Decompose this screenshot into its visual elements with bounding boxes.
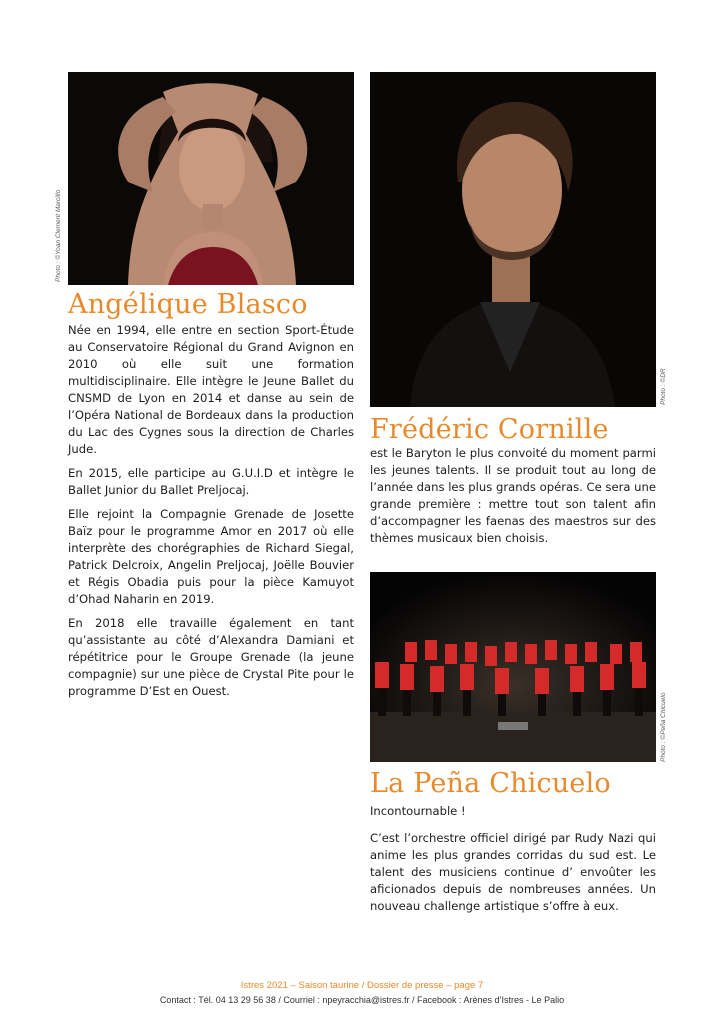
footer-page-info: Istres 2021 – Saison taurine / Dossier de presse – page 7 <box>240 980 484 991</box>
bio-paragraph: Née en 1994, elle entre en section Sport-Étude au Conservatoire Régional du Grand Avignon en 2010 où elle suit une formation multidisciplinaire. Elle intègre le Jeune Ballet du CNSMD de Lyon en 2014 et danse au sein de l’Opéra National de Bordeaux dans la production du Lac des Cygnes sous la direction de Charles Jude. <box>68 323 354 456</box>
photo-credit-pena: Photo : ©Peña Chicuelo <box>660 692 667 762</box>
photo-credit-angelique: Photo : ©Yoan Clement Marcillo <box>55 189 62 282</box>
bio-paragraph: En 2018 elle travaille également en tant qu’assistante au côté d’Alexandra Damiani et répétitrice pour le Groupe Grenade (la jeune compagnie) sur une pièce de Crystal Pite pour le programme D’Est en Ouest. <box>68 616 354 698</box>
profile-name-pena: La Peña Chicuelo <box>370 768 611 799</box>
photo-credit-frederic: Photo : ©DR <box>660 368 667 405</box>
photo-pena-chicuelo <box>370 572 656 762</box>
footer-contact: Contact : Tél. 04 13 29 56 38 / Courriel : npeyracchia@istres.fr / Facebook : Arènes d’Istres - Le Palio <box>159 995 565 1005</box>
photo-angelique-blasco <box>68 72 354 285</box>
portrait-singer-illustration <box>370 72 656 407</box>
orchestra-stage-illustration <box>370 572 656 762</box>
profile-bio-frederic <box>370 445 656 554</box>
photo-frederic-cornille <box>370 72 656 407</box>
bio-paragraph: est le Baryton le plus convoité du moment parmi les jeunes talents. Il se produit tout au long de l’année dans les plus grands opéras. Ce sera une grande première : mettre tout son talent afin d’accompagner les faenas des maestros sur des thèmes musicaux bien choisis. <box>370 446 656 545</box>
bio-paragraph: En 2015, elle participe au G.U.I.D et intègre le Ballet Junior du Ballet Preljocaj. <box>68 466 354 497</box>
profile-bio-pena <box>370 803 656 922</box>
bio-paragraph: C’est l’orchestre officiel dirigé par Rudy Nazi qui anime les plus grandes corridas du sud est. Le talent des musiciens continue d’ envoûter les aficionados depuis de nombreuses années. Un nouveau challenge artistique s’offre à eux. <box>370 831 656 913</box>
bio-paragraph: Elle rejoint la Compagnie Grenade de Josette Baïz pour le programme Amor en 2017 où elle interprète des chorégraphies de Richard Siegal, Patrick Delcroix, Angelin Preljocaj, Joëlle Bouvier et Régis Obadia puis pour la pièce Kamuyot d’Ohad Naharin en 2019. <box>68 507 354 606</box>
profile-name-frederic: Frédéric Cornille <box>370 414 609 445</box>
profile-name-angelique: Angélique Blasco <box>68 289 308 320</box>
portrait-dancer-illustration <box>68 72 354 285</box>
bio-tagline: Incontournable ! <box>370 804 466 818</box>
profile-bio-angelique <box>68 322 354 707</box>
